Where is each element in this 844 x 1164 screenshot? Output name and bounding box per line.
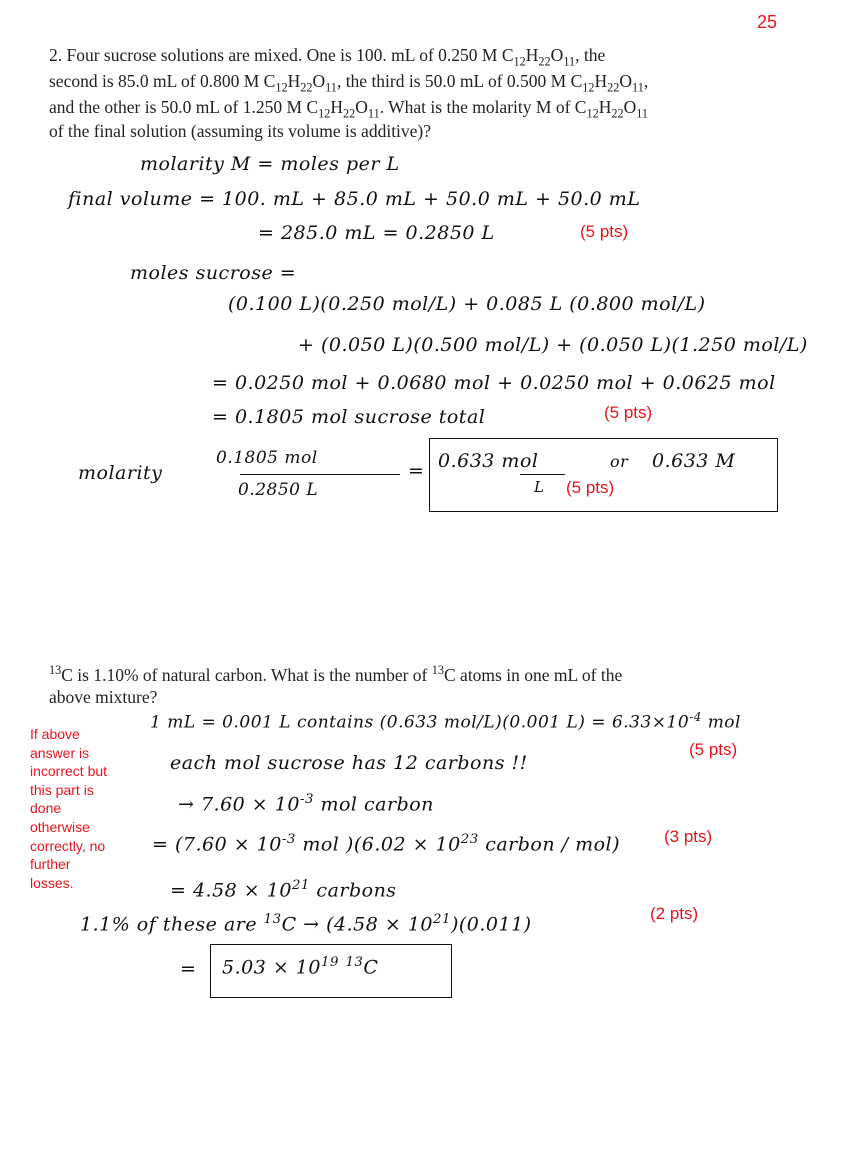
problem2-line3: and the other is 50.0 mL of 1.250 M $C_{12}H_{22}O_{11}$. What is the molarity M of $C_{12}H_{22}O_{11}$ [49, 97, 649, 121]
fraction-denominator: 0.2850 L [238, 480, 319, 500]
c13-line4-end: carbon / mol) [478, 833, 621, 856]
c13-line3 [178, 792, 434, 815]
sub-h: 22 [607, 80, 620, 95]
c13-line6-iso: 13 [263, 912, 282, 927]
final-answer [222, 955, 378, 978]
moles-calc-line1: (0.100 L)(0.250 mol/L) + 0.085 L (0.800 mol/L) [228, 293, 706, 315]
c13-line1-text: 1 mL = 0.001 L contains (0.633 mol/L)(0.001 L) = 6.33×10 [150, 712, 690, 733]
final-answer-value: 5.03 × 10 [222, 956, 321, 979]
problem2-line2: second is 85.0 mL of 0.800 M $C_{12}H_{22}O_{11}$, the third is 50.0 mL of 0.500 M $C_{12}H_{22}O_{11}$, [49, 71, 649, 95]
problem2-line2-b: , the third is 50.0 mL of 0.500 M C [336, 71, 583, 91]
c13-line4-exp2: 23 [460, 832, 479, 847]
answer-value: 0.633 mol [438, 450, 539, 472]
problem13c-line2: above mixture? [49, 687, 158, 707]
side-note-line: further [30, 856, 71, 873]
c13-line3-exp: -3 [299, 792, 314, 807]
c13-line4-exp: -3 [281, 832, 296, 847]
side-note-line: If above [30, 726, 80, 742]
side-note-line: otherwise [30, 818, 90, 835]
moles-total: = 0.1805 mol sucrose total [212, 406, 486, 428]
c13-line6-end: )(0.011) [450, 913, 532, 936]
moles-sucrose-label: moles sucrose = [130, 262, 297, 284]
problem2-line3-a: and the other is 50.0 mL of 1.250 M C [49, 97, 319, 117]
equals-sign: = [408, 460, 425, 482]
sub-c: 12 [513, 54, 526, 69]
points-volume: (5 pts) [580, 222, 629, 241]
c13-line2: each mol sucrose has 12 carbons !! [170, 752, 528, 774]
isotope-superscript: 13 [49, 663, 62, 677]
problem2-line1: 2. Four sucrose solutions are mixed. One is 100. mL of 0.250 M $C_{12}H_{22}O_{11}$, the [49, 45, 606, 69]
c13-line1 [150, 710, 741, 733]
final-answer-element: C [363, 956, 379, 979]
side-note-line: done [30, 800, 62, 817]
points-answer: (5 pts) [566, 478, 615, 497]
c13-line1-exp: -4 [689, 710, 702, 724]
sub-h: 22 [300, 80, 313, 95]
c13-line1-unit: mol [707, 712, 741, 733]
c13-line6-text: 1.1% of these are [80, 913, 264, 936]
side-note-line: this part is [30, 781, 94, 798]
molarity-label: molarity [78, 462, 163, 484]
problem2-line2-c: , [643, 71, 649, 91]
side-note-line: correctly, no [30, 837, 106, 854]
sub-h: 22 [343, 106, 356, 121]
answer-unit-bar [520, 474, 565, 475]
problem13c-text-b: C atoms in one mL of the [444, 664, 623, 685]
sub-o: 11 [632, 80, 644, 95]
molarity-definition: molarity M = moles per L [140, 153, 400, 175]
c13-line6 [80, 912, 532, 935]
side-note-line: incorrect but [30, 763, 108, 780]
c13-line6-c: C → (4.58 × 10 [281, 913, 434, 936]
answer-or: or [610, 452, 629, 471]
grading-side-note [30, 725, 107, 892]
problem2-line3-b: . What is the molarity M of C [379, 97, 587, 117]
problem2-line1-text: 2. Four sucrose solutions are mixed. One is 100. mL of 0.250 M C [49, 45, 514, 65]
c13-line5-text: = 4.58 × 10 [170, 879, 292, 902]
sub-c: 12 [275, 80, 288, 95]
problem13c-line1 [49, 663, 622, 686]
problem2-line4: of the final solution (assuming its volume is additive)? [49, 121, 432, 141]
side-note-line: losses. [30, 874, 74, 891]
points-moles: (5 pts) [604, 403, 653, 422]
problem2-line1-end: , the [575, 45, 606, 65]
isotope-superscript: 13 [431, 663, 444, 677]
sub-o: 11 [367, 106, 380, 121]
problem2-line2-a: second is 85.0 mL of 0.800 M C [49, 71, 276, 91]
c13-line3-text: → 7.60 × 10 [178, 793, 300, 816]
sub-c: 12 [586, 106, 599, 121]
side-note-line: answer is [30, 744, 90, 761]
moles-calc-line2: + (0.050 L)(0.500 mol/L) + (0.050 L)(1.250 mol/L) [298, 334, 808, 356]
points-carbons: (5 pts) [689, 740, 738, 759]
sub-h: 22 [538, 54, 551, 69]
c13-line4-a: = (7.60 × 10 [152, 833, 282, 856]
sub-o: 11 [636, 106, 649, 121]
final-answer-exp: 19 [320, 955, 339, 970]
volume-result: = 285.0 mL = 0.2850 L [258, 222, 495, 244]
sub-h: 22 [611, 106, 624, 121]
c13-line5 [170, 878, 397, 901]
points-avogadro: (3 pts) [664, 827, 713, 846]
final-equals: = [180, 958, 197, 980]
c13-line5-unit: carbons [316, 879, 397, 902]
c13-line6-exp: 21 [433, 912, 451, 927]
c13-line5-exp: 21 [291, 878, 310, 893]
c13-line4 [152, 832, 620, 855]
c13-line4-mid: mol )(6.02 × 10 [295, 833, 461, 856]
moles-sum: = 0.0250 mol + 0.0680 mol + 0.0250 mol + 0.0625 mol [212, 372, 776, 394]
final-volume: final volume = 100. mL + 85.0 mL + 50.0 mL + 50.0 mL [68, 188, 641, 210]
problem13c-text-a: C is 1.10% of natural carbon. What is the number of [61, 664, 432, 685]
c13-line3-unit: mol carbon [320, 793, 434, 816]
answer-molarity: 0.633 M [652, 450, 736, 472]
answer-unit-den: L [534, 478, 545, 496]
sub-c: 12 [582, 80, 595, 95]
sub-c: 12 [318, 106, 331, 121]
fraction-numerator: 0.1805 mol [216, 448, 318, 468]
page-number: 25 [757, 12, 778, 32]
points-fraction: (2 pts) [650, 904, 699, 923]
final-answer-iso: 13 [345, 955, 364, 970]
sub-o: 11 [325, 80, 337, 95]
fraction-bar [240, 474, 400, 475]
sub-o: 11 [563, 54, 576, 69]
